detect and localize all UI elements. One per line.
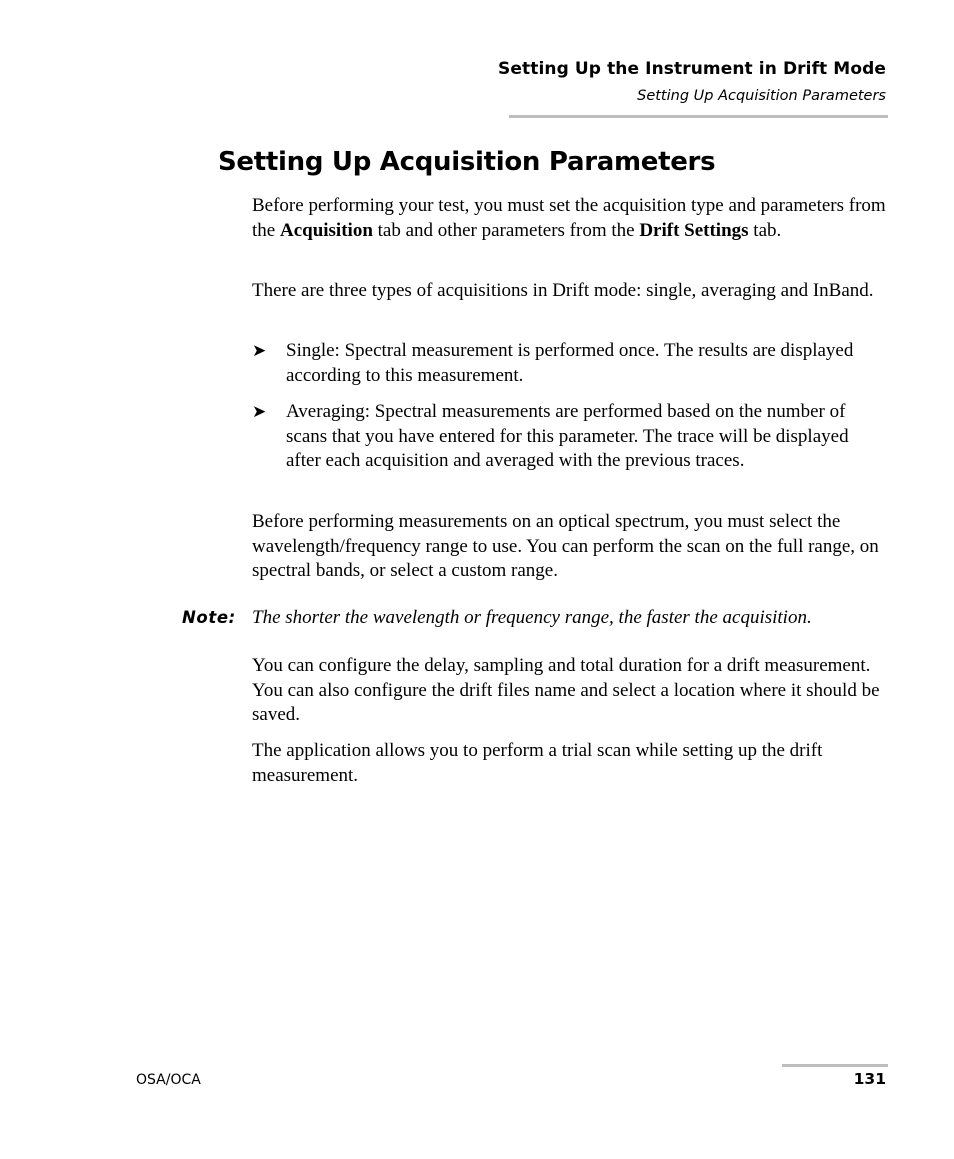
intro-text-1: Before performing your test, you must set the acquisition type and parameters from the	[252, 195, 886, 241]
acquisition-types-paragraph	[252, 279, 888, 304]
trial-scan-text: The application allows you to perform a trial scan while setting up the drift measurement.	[252, 740, 823, 786]
acquisition-tab-name: Acquisition	[279, 219, 373, 241]
chapter-title: Setting Up the Instrument in Drift Mode	[498, 59, 886, 79]
page-title: Setting Up Acquisition Parameters	[218, 147, 716, 177]
note-label: Note:	[182, 608, 236, 627]
bullet-item-single	[252, 339, 888, 388]
bullet-text: Single: Spectral measurement is performed once. The results are displayed according to this measurement.	[286, 340, 854, 386]
running-header	[498, 58, 886, 106]
footer-product-name: OSA/OCA	[136, 1072, 201, 1088]
intro-text-2: tab and other parameters from the	[372, 219, 640, 241]
page-number: 131	[853, 1070, 886, 1088]
range-paragraph	[252, 510, 888, 584]
arrow-bullet-icon: ➤	[252, 341, 267, 361]
note-text: The shorter the wavelength or frequency range, the faster the acquisition.	[252, 607, 812, 628]
acquisition-types-text: There are three types of acquisitions in Drift mode: single, averaging and InBand.	[252, 280, 874, 301]
drift-settings-tab-name: Drift Settings	[639, 219, 749, 241]
bullet-text: Averaging: Spectral measurements are performed based on the number of scans that you have entered for this parameter. The trace will be displayed after each acquisition and averaged with the previous traces.	[286, 401, 849, 472]
section-subtitle: Setting Up Acquisition Parameters	[637, 88, 886, 104]
header-rule	[509, 115, 888, 118]
arrow-bullet-icon: ➤	[252, 402, 267, 422]
intro-text-3: tab.	[748, 219, 782, 241]
config-text: You can configure the delay, sampling and total duration for a drift measurement. You can also configure the drift files name and select a location where it should be saved.	[252, 655, 880, 726]
footer-rule	[782, 1064, 888, 1067]
range-text: Before performing measurements on an optical spectrum, you must select the wavelength/frequency range to use. You can perform the scan on the full range, on spectral bands, or select a custom range.	[252, 511, 879, 582]
trial-scan-paragraph	[252, 739, 888, 788]
config-paragraph	[252, 654, 888, 728]
bullet-item-averaging	[252, 400, 888, 474]
intro-paragraph	[252, 194, 888, 243]
